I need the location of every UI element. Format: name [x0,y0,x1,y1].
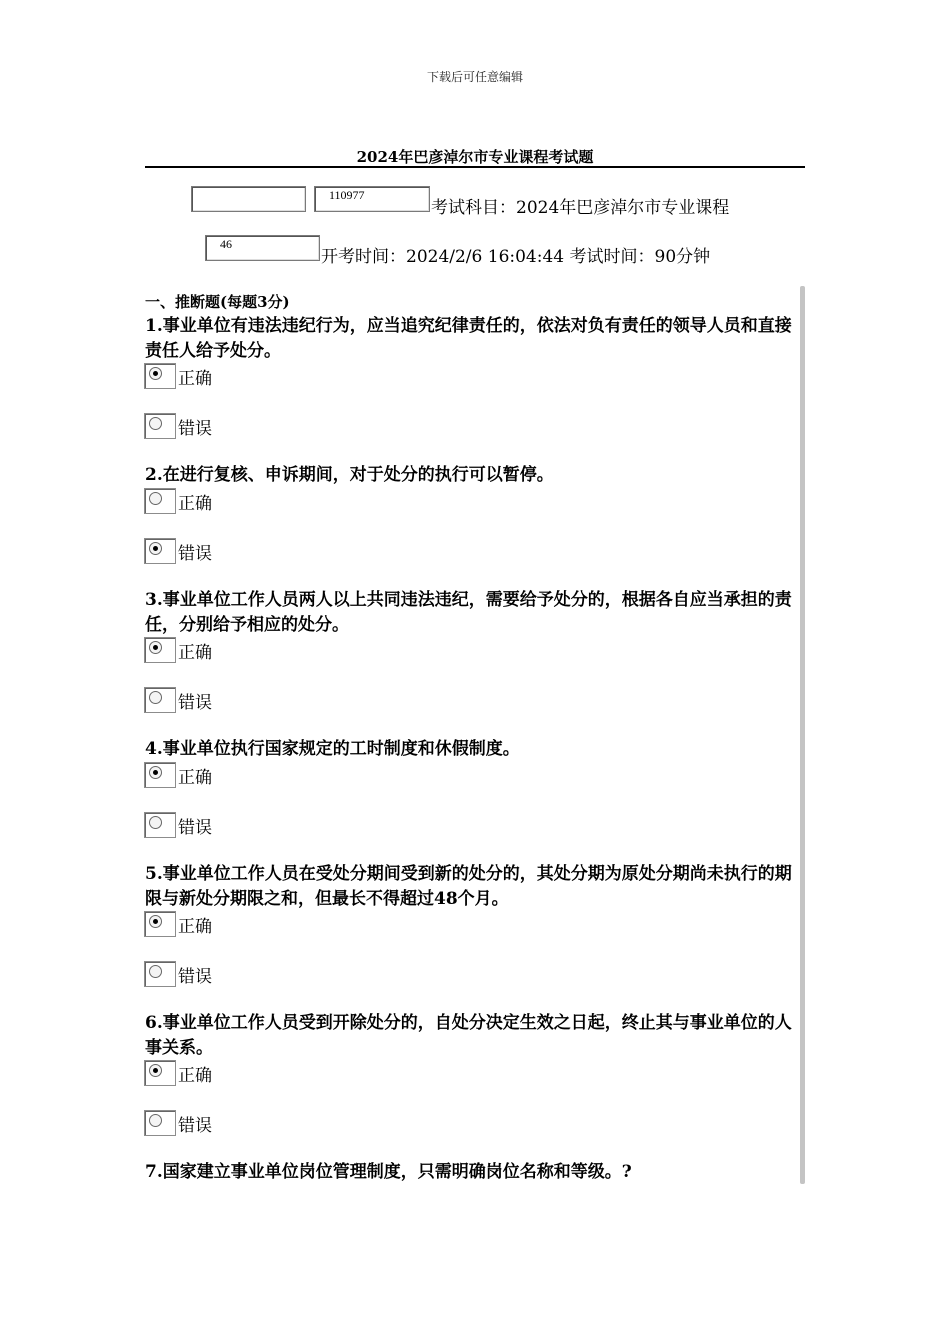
radio-checked-icon[interactable] [149,766,162,779]
exam-subject: 考试科目：2024年巴彦淖尔市专业课程 [431,198,730,218]
radio-unchecked-icon[interactable] [149,816,162,829]
option-label: 正确 [178,1066,212,1086]
radio-checked-icon[interactable] [149,542,162,555]
radio-checked-icon[interactable] [149,367,162,380]
page-title: 2024年巴彦淖尔市专业课程考试题 [356,148,594,166]
radio-box[interactable] [144,413,176,439]
option-label: 错误 [178,818,212,838]
question-text: 6.事业单位工作人员受到开除处分的，自处分决定生效之日起，终止其与事业单位的人事关系。 [145,1013,792,1058]
option-label: 正确 [178,369,212,389]
option-label: 正确 [178,768,212,788]
radio-box[interactable] [144,363,176,389]
option-label: 错误 [178,693,212,713]
radio-box[interactable] [144,637,176,663]
radio-box[interactable] [144,911,176,937]
radio-unchecked-icon[interactable] [149,1114,162,1127]
radio-box[interactable] [144,1110,176,1136]
radio-unchecked-icon[interactable] [149,417,162,430]
question-text: 1.事业单位有违法违纪行为，应当追究纪律责任的，依法对负有责任的领导人员和直接责任人给予处分。 [145,316,792,361]
option-label: 错误 [178,967,212,987]
radio-box[interactable] [144,961,176,987]
option-label: 错误 [178,544,212,564]
title-divider [145,166,805,168]
option-label: 错误 [178,419,212,439]
section-title: 一、推断题(每题3分) [145,293,290,311]
question-text: 2.在进行复核、申诉期间，对于处分的执行可以暂停。 [145,465,554,485]
option-label: 正确 [178,643,212,663]
question-text: 4.事业单位执行国家规定的工时制度和休假制度。 [145,739,520,759]
radio-checked-icon[interactable] [149,641,162,654]
radio-box[interactable] [144,687,176,713]
question-text: 7.国家建立事业单位岗位管理制度，只需明确岗位名称和等级。? [145,1162,632,1182]
radio-unchecked-icon[interactable] [149,965,162,978]
question-text: 5.事业单位工作人员在受处分期间受到新的处分的，其处分期为原处分期尚未执行的期限与新处分期限之和，但最长不得超过48个月。 [145,864,792,909]
radio-box[interactable] [144,762,176,788]
exam-id-field[interactable]: 110977 [314,186,430,212]
radio-box[interactable] [144,488,176,514]
option-label: 错误 [178,1116,212,1136]
option-label: 正确 [178,917,212,937]
radio-box[interactable] [144,1060,176,1086]
radio-checked-icon[interactable] [149,1064,162,1077]
question-text: 3.事业单位工作人员两人以上共同违法违纪，需要给予处分的，根据各自应当承担的责任，分别给予相应的处分。 [145,590,792,635]
scrollbar[interactable] [800,286,805,1184]
score-field[interactable]: 46 [205,235,320,261]
radio-box[interactable] [144,538,176,564]
blank-field[interactable] [191,186,306,212]
radio-unchecked-icon[interactable] [149,691,162,704]
exam-time: 开考时间：2024/2/6 16:04:44 考试时间：90分钟 [321,247,711,267]
radio-checked-icon[interactable] [149,915,162,928]
radio-unchecked-icon[interactable] [149,492,162,505]
radio-box[interactable] [144,812,176,838]
option-label: 正确 [178,494,212,514]
header-note: 下载后可任意编辑 [426,70,523,84]
